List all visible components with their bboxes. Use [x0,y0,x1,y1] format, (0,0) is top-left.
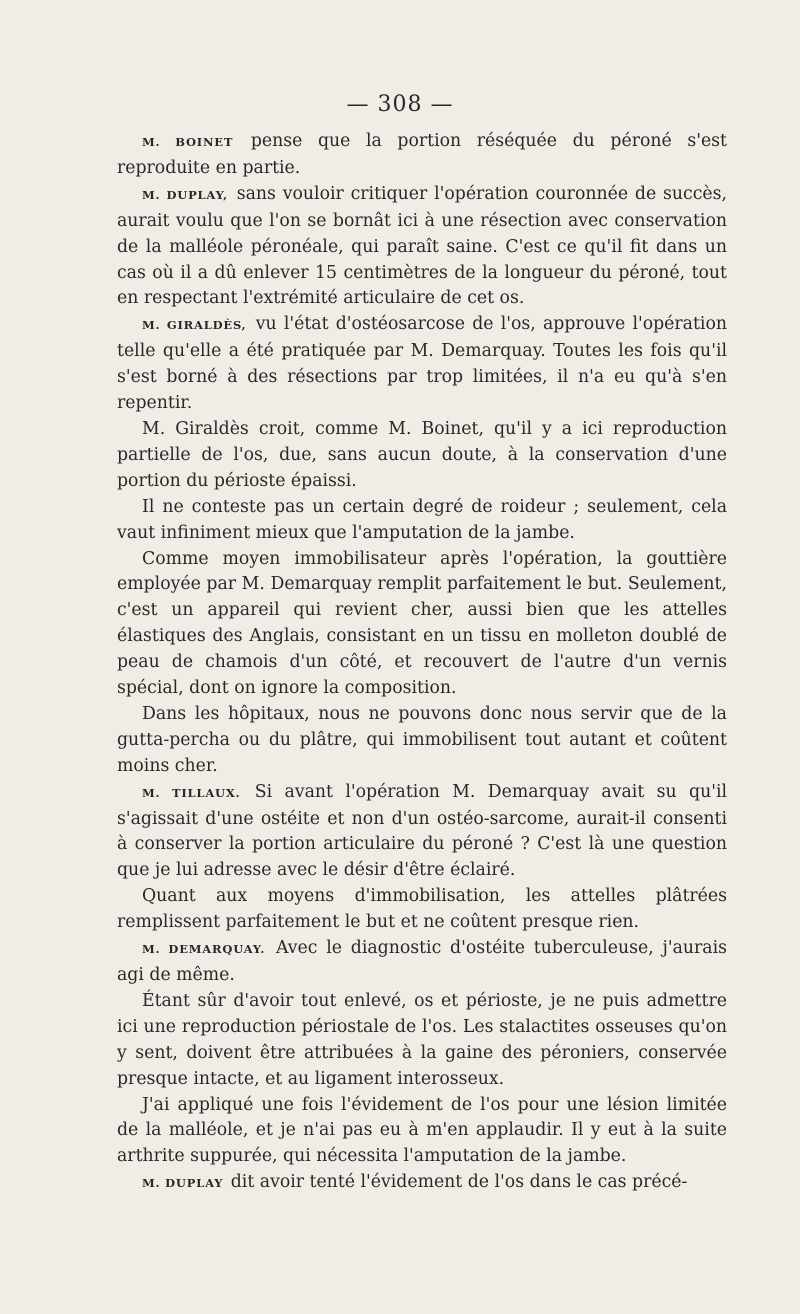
paragraph [117,547,727,702]
paragraph [117,417,727,495]
speaker-name: M. DEMARQUAY. [142,942,266,957]
page-number: — 308 — [346,92,454,117]
paragraph-text: Si avant l'opération M. Demarquay avait su qu'il s'agissait d'une ostéite et non d'un ostéo-sarcome, aurait-il consenti à conserver la portion articulaire du péroné ? C'est là une question que je lui adresse avec le désir d'être éclairé. [117,781,727,881]
paragraph [117,182,727,313]
paragraph [117,1170,727,1197]
paragraph [117,495,727,547]
paragraph [117,1093,727,1171]
paragraph-text: vu l'état d'ostéosarcose de l'os, approuve l'opération telle qu'elle a été pratiquée par M. Demarquay. Toutes les fois qu'il s'est borné à des résections par trop limitées, il n'a eu qu'à s'en repentir. [117,314,727,414]
paragraph [117,129,727,182]
paragraph-text: sans vouloir critiquer l'opération couronnée de succès, aurait voulu que l'on se bornât ici à une résection avec conservation de la malléole péronéale, qui paraît saine. C'est ce qu'il fit dans un cas où il a dû enlever 15 centimètres de la longueur du péroné, tout en respectant l'extrémité articulaire de cet os. [117,183,727,309]
speaker-name: M. DUPLAY [142,1176,224,1191]
paragraph-text: Quant aux moyens d'immobilisation, les attelles plâtrées remplissent parfaitement le but et ne coûtent presque rien. [117,886,727,933]
paragraph [117,702,727,780]
paragraph [117,312,727,417]
paragraph-text: pense que la portion réséquée du péroné s'est reproduite en partie. [117,131,727,178]
paragraph-text: Dans les hôpitaux, nous ne pouvons donc nous servir que de la gutta-percha ou du plâtre, qui immobilisent tout autant et coûtent moins cher. [117,703,727,776]
paragraph-text: Étant sûr d'avoir tout enlevé, os et périoste, je ne puis admettre ici une reproduction périostale de l'os. Les stalactites osseuses qu'on y sent, doivent être attribuées à la gaine des péroniers, conservée presque intacte, et au ligament interosseux. [117,990,727,1089]
speaker-name: M. GIRALDÈS, [142,318,247,333]
paragraph-text: Avec le diagnostic d'ostéite tuberculeuse, j'aurais agi de même. [117,938,728,985]
paragraph-text: M. Giraldès croit, comme M. Boinet, qu'il y a ici reproduction partielle de l'os, due, sans aucun doute, à la conservation d'une portion du périoste épaissi. [117,418,727,491]
paragraph [117,780,727,885]
page-body [117,129,727,1197]
speaker-name: M. TILLAUX. [142,785,241,800]
paragraph-text: dit avoir tenté l'évidement de l'os dans le cas précé- [230,1172,688,1193]
paragraph-text: Il ne conteste pas un certain degré de roideur ; seulement, cela vaut infiniment mieux que l'amputation de la jambe. [117,496,727,543]
paragraph-text: Comme moyen immobilisateur après l'opération, la gouttière employée par M. Demarquay remplit parfaitement le but. Seulement, c'est un appareil qui revient cher, aussi bien que les attelles élastiques des Anglais, consistant en un tissu en molleton doublé de peau de chamois d'un côté, et recouvert de l'autre d'un vernis spécial, dont on ignore la composition. [117,548,727,699]
paragraph [117,884,727,936]
paragraph [117,989,727,1093]
speaker-name: M. BOINET [142,135,234,149]
paragraph [117,936,727,989]
paragraph-text: J'ai appliqué une fois l'évidement de l'os pour une lésion limitée de la malléole, et je n'ai pas eu à m'en applaudir. Il y eut à la suite arthrite suppurée, qui nécessita l'amputation de la jambe. [117,1094,727,1167]
speaker-name: M. DUPLAY, [142,187,228,202]
